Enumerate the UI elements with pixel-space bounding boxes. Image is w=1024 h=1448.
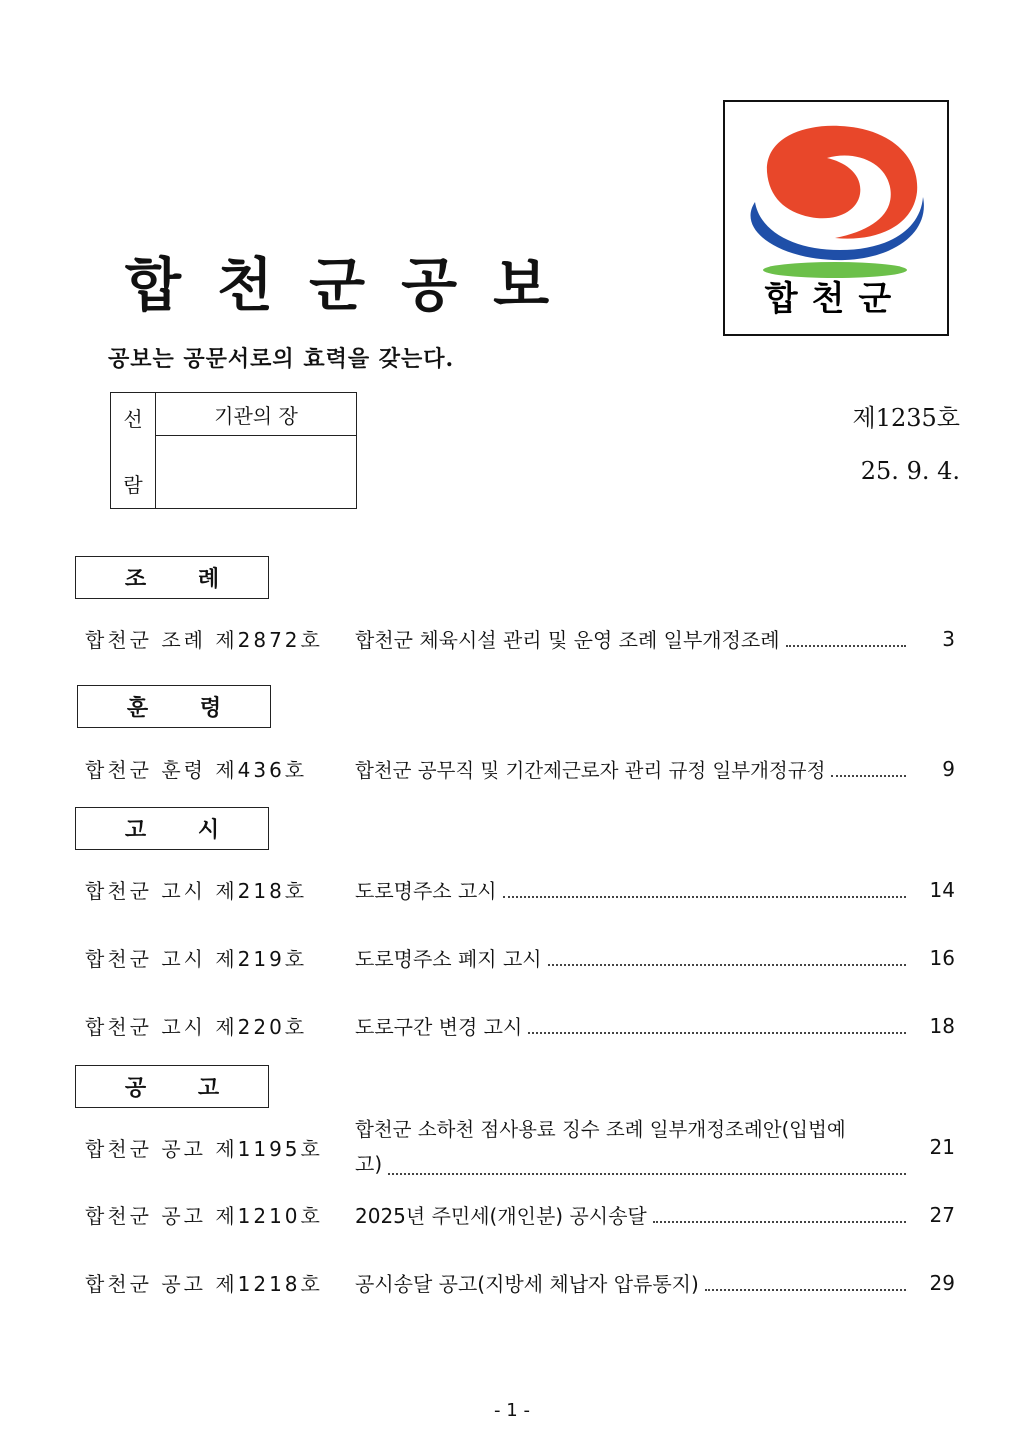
approval-label-top: 선 bbox=[123, 407, 143, 431]
page-title: 합천군공보 bbox=[125, 251, 586, 319]
entry-page: 16 bbox=[929, 945, 955, 970]
toc-entry[interactable] bbox=[85, 875, 955, 904]
section-header-ordinance: 조 례 bbox=[75, 556, 269, 599]
entry-number: 합천군 조례 제2872호 bbox=[85, 628, 323, 652]
dot-leader bbox=[786, 645, 906, 647]
subtitle: 공보는 공문서로의 효력을 갖는다. bbox=[108, 346, 455, 372]
entry-title: 합천군 공무직 및 기간제근로자 관리 규정 일부개정규정 bbox=[355, 758, 826, 782]
dot-leader bbox=[548, 964, 906, 966]
dot-leader bbox=[388, 1173, 906, 1175]
entry-number: 합천군 고시 제220호 bbox=[85, 1015, 308, 1039]
entry-number: 합천군 공고 제1195호 bbox=[85, 1136, 323, 1161]
approval-label bbox=[111, 393, 156, 508]
entry-title: 합천군 체육시설 관리 및 운영 조례 일부개정조례 bbox=[355, 628, 780, 652]
section-header-notice: 고 시 bbox=[75, 807, 269, 850]
toc-entry[interactable] bbox=[85, 943, 955, 972]
entry-page: 27 bbox=[929, 1202, 955, 1227]
hapcheon-emblem-icon bbox=[725, 102, 947, 334]
approval-header: 기관의 장 bbox=[156, 393, 356, 436]
entry-title: 도로명주소 고시 bbox=[355, 879, 497, 903]
section-header-directive: 훈 령 bbox=[77, 685, 271, 728]
approval-box bbox=[110, 392, 357, 509]
entry-page: 29 bbox=[929, 1270, 955, 1295]
entry-title: 2025년 주민세(개인분) 공시송달 bbox=[355, 1204, 647, 1228]
entry-page: 3 bbox=[942, 626, 955, 651]
entry-number: 합천군 고시 제219호 bbox=[85, 947, 308, 971]
approval-label-bottom: 람 bbox=[123, 473, 143, 497]
entry-title: 도로구간 변경 고시 bbox=[355, 1015, 523, 1039]
logo-text: 합천군 bbox=[764, 279, 906, 319]
toc-entry[interactable] bbox=[85, 1113, 955, 1181]
entry-number: 합천군 훈령 제436호 bbox=[85, 758, 308, 782]
entry-page: 9 bbox=[942, 756, 955, 781]
entry-page: 21 bbox=[929, 1135, 955, 1159]
section-header-announcement: 공 고 bbox=[75, 1065, 269, 1108]
issue-number: 제1235호 bbox=[852, 404, 960, 432]
toc-entry[interactable] bbox=[85, 624, 955, 653]
page-number: - 1 - bbox=[494, 1400, 530, 1421]
dot-leader bbox=[653, 1221, 906, 1223]
approval-signature-cell bbox=[156, 436, 356, 508]
entry-number: 합천군 공고 제1218호 bbox=[85, 1272, 323, 1296]
issue-date: 25. 9. 4. bbox=[860, 457, 960, 485]
entry-number: 합천군 공고 제1210호 bbox=[85, 1204, 323, 1228]
dot-leader bbox=[503, 896, 906, 898]
county-logo bbox=[723, 100, 949, 336]
toc-entry[interactable] bbox=[85, 1200, 955, 1229]
dot-leader bbox=[831, 775, 906, 777]
entry-page: 18 bbox=[929, 1013, 955, 1038]
entry-title-continued: 고) bbox=[355, 1152, 383, 1176]
toc-entry[interactable] bbox=[85, 754, 955, 783]
toc-entry[interactable] bbox=[85, 1268, 955, 1297]
entry-title: 공시송달 공고(지방세 체납자 압류통지) bbox=[355, 1272, 699, 1296]
entry-title: 도로명주소 폐지 고시 bbox=[355, 947, 542, 971]
entry-title: 합천군 소하천 점사용료 징수 조례 일부개정조례안(입법예 bbox=[355, 1118, 846, 1141]
toc-entry[interactable] bbox=[85, 1011, 955, 1040]
entry-number: 합천군 고시 제218호 bbox=[85, 879, 308, 903]
entry-page: 14 bbox=[929, 877, 955, 902]
dot-leader bbox=[528, 1032, 906, 1034]
dot-leader bbox=[705, 1289, 906, 1291]
